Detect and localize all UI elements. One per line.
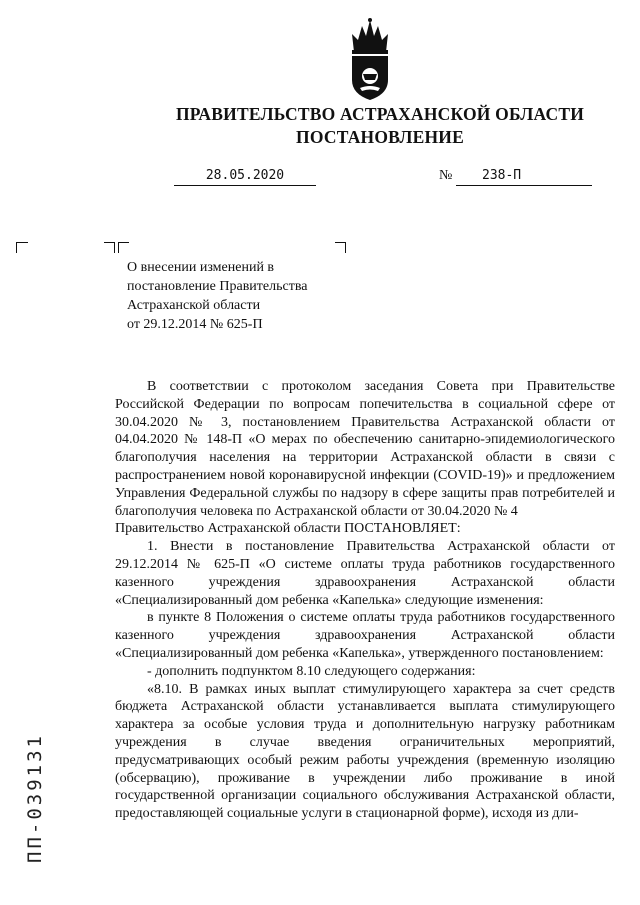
number-label: № bbox=[439, 168, 453, 183]
document-body bbox=[115, 378, 615, 823]
subject-line: постановление Правительства bbox=[127, 279, 308, 294]
corner-mark-inner-right bbox=[118, 242, 129, 253]
subject-line: Астраханской области bbox=[127, 298, 261, 313]
document-type: ПОСТАНОВЛЕНИЕ bbox=[296, 127, 464, 147]
corner-mark-right bbox=[335, 242, 346, 253]
subject-line: от 29.12.2014 № 625-П bbox=[127, 317, 263, 332]
item-1-paragraph: 1. Внести в постановление Правительства Астраханской области от 29.12.2014 № 625-П «О системе оплаты труда работников государственного казенного учреждения здравоохранения Астраханской области «Специализированный дом ребенка «Капелька» следующие изменения: bbox=[115, 539, 615, 608]
government-name: ПРАВИТЕЛЬСТВО АСТРАХАНСКОЙ ОБЛАСТИ bbox=[175, 104, 585, 124]
document-date: 28.05.2020 bbox=[174, 167, 316, 186]
document-number: 238-П bbox=[482, 168, 522, 183]
document-number-field bbox=[456, 167, 592, 186]
corner-mark-left bbox=[16, 242, 28, 253]
subject-line: О внесении изменений в bbox=[127, 260, 275, 275]
corner-mark-inner-left bbox=[104, 242, 115, 253]
coat-of-arms-emblem bbox=[346, 18, 394, 102]
item-8-10-paragraph: «8.10. В рамках иных выплат стимулирующего характера за счет средств бюджета Астраханской области устанавливается выплата стимулирующего характера за особые условия труда и дополнительную нагрузку работникам учреждения в случае введения ограничительных мероприятий, предусматривающих особый режим работы учреждения (временную изоляцию (обсервацию), проживание в учреждении либо проживание в иной государственной организации социального обслуживания Астраханской области, предоставляющей социальные услуги в стационарной форме), исходя из дли- bbox=[115, 681, 615, 822]
serial-number: ПП-039131 bbox=[24, 733, 46, 863]
item-8-paragraph: в пункте 8 Положения о системе оплаты труда работников государственного казенного учреждения здравоохранения Астраханской области «Специализированный дом ребенка «Капелька», утвержденного постановлением: bbox=[115, 610, 615, 661]
resolution-clause: Правительство Астраханской области ПОСТАНОВЛЯЕТ: bbox=[115, 521, 461, 537]
document-subject bbox=[127, 258, 367, 334]
serial-number-stamp bbox=[15, 708, 55, 888]
supplement-paragraph: - дополнить подпунктом 8.10 следующего содержания: bbox=[147, 663, 476, 679]
preamble-paragraph: В соответствии с протоколом заседания Совета при Правительстве Российской Федерации по вопросам попечительства в социальной сфере от 30.04.2020 № 3, постановлением Правительства Астраханской области от 04.04.2020 № 148-П «О мерах по обеспечению санитарно-эпидемиологического благополучия населения на территории Астраханской области в связи с распространением новой коронавирусной инфекции (COVID-19)» и предложением Управления Федеральной службы по надзору в сфере защиты прав потребителей и благополучия человека по Астраханской области от 30.04.2020 № 4 bbox=[115, 379, 615, 519]
